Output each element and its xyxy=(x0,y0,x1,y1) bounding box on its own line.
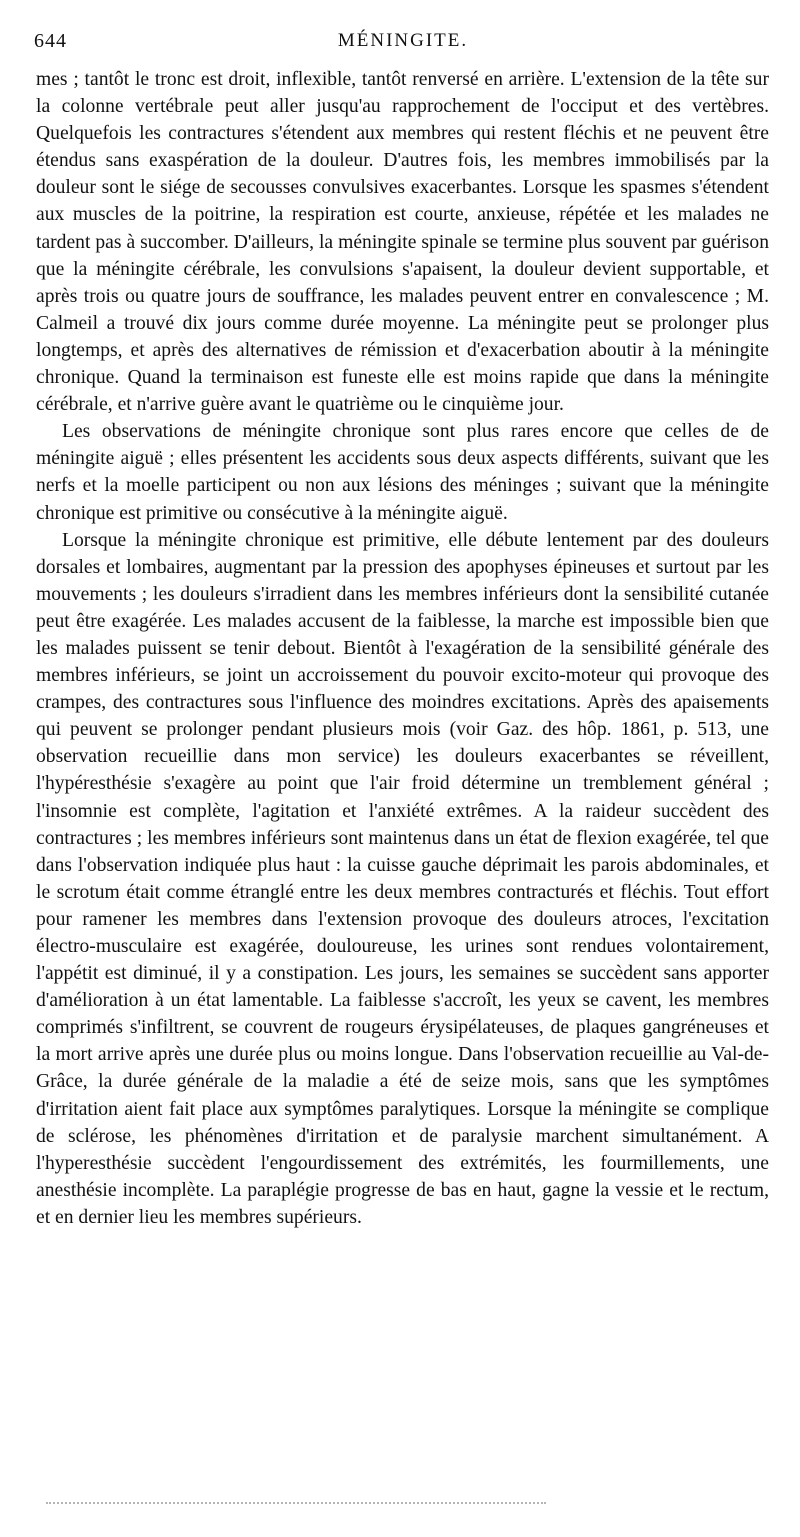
paragraph-continuation: mes ; tantôt le tronc est droit, inflexible, tantôt renversé en arrière. L'extension de la tête sur la colonne vertébrale peut aller jusqu'au rapprochement de l'occiput et des vertèbres. Quelquefois les contractures s'étendent aux membres qui restent fléchis et ne peuvent être étendus sans exaspération de la douleur. D'autres fois, les membres immobilisés par la douleur sont le siége de secousses convulsives exacerbantes. Lorsque les spasmes s'étendent aux muscles de la poitrine, la respiration est courte, anxieuse, répétée et les malades ne tardent pas à succomber. D'ailleurs, la méningite spinale se termine plus souvent par guérison que la méningite cérébrale, les convulsions s'apaisent, la douleur devient supportable, et après trois ou quatre jours de souffrance, les malades peuvent entrer en convalescence ; M. Calmeil a trouvé dix jours comme durée moyenne. La méningite peut se prolonger plus longtemps, et après des alternatives de rémission et d'exacerbation aboutir à la méningite chronique. Quand la terminaison est funeste elle est moins rapide que dans la méningite cérébrale, et n'arrive guère avant le quatrième ou le cinquième jour. xyxy=(36,69,769,416)
paragraph-chronic-primitive: Lorsque la méningite chronique est primitive, elle débute lentement par des douleurs dorsales et lombaires, augmentant par la pression des apophyses épineuses et surtout par les mouvements ; les douleurs s'irradient dans les membres inférieurs dont la sensibilité cutanée peut être exagérée. Les malades accusent de la faiblesse, la marche est impossible bien que les malades puissent se tenir debout. Bientôt à l'exagération de la sensibilité générale des membres inférieurs, se joint un accroissement du pouvoir excito-moteur qui provoque des crampes, des contractures sous l'influence des moindres excitations. Après des apaisements qui peuvent se prolonger pendant plusieurs mois (voir Gaz. des hôp. 1861, p. 513, une observation recueillie dans mon service) les douleurs exacerbantes se réveillent, l'hypéresthésie s'exagère au point que l'air froid détermine un tremblement général ; l'insomnie est complète, l'agitation et l'anxiété extrêmes. A la raideur succèdent des contractures ; les membres inférieurs sont maintenus dans un état de flexion exagérée, tel que dans l'observation indiquée plus haut : la cuisse gauche déprimait les parois abdominales, et le scrotum était comme étranglé entre les deux membres contracturés et fléchis. Tout effort pour ramener les membres dans l'extension provoque des douleurs atroces, l'excitation électro-musculaire est exagérée, douloureuse, les urines sont rendues volontairement, l'appétit est diminué, il y a constipation. Les jours, les semaines se succèdent sans apporter d'amélioration à un état lamentable. La faiblesse s'accroît, les yeux se cavent, les membres comprimés s'infiltrent, se couvrent de rougeurs érysipélateuses, de plaques gangréneuses et la mort arrive après une durée plus ou moins longue. Dans l'observation recueillie au Val-de-Grâce, la durée générale de la maladie a été de seize mois, sans que les symptômes d'irritation aient fait place aux symptômes paralytiques. Lorsque la méningite se complique de sclérose, les phénomènes d'irritation et de paralysie marchent simultanément. A l'hyperesthésie succèdent l'engourdissement des extrémités, les fourmillements, une anesthésie incomplète. La paraplégie progresse de bas en haut, gagne la vessie et le rectum, et en dernier lieu les membres supérieurs. xyxy=(36,529,769,1228)
body-text xyxy=(36,66,769,1231)
running-head xyxy=(34,30,772,60)
page-number: 644 xyxy=(34,30,67,52)
footer-dotted-rule xyxy=(46,1496,546,1504)
paragraph-chronic-observations: Les observations de méningite chronique sont plus rares encore que celles de de méningite aiguë ; elles présentent les accidents sous deux aspects différents, suivant que les nerfs et la moelle participent ou non aux lésions des méninges ; suivant que la méningite chronique est primitive ou consécutive à la méningite aiguë. xyxy=(36,421,769,524)
running-title: MÉNINGITE. xyxy=(337,30,469,51)
